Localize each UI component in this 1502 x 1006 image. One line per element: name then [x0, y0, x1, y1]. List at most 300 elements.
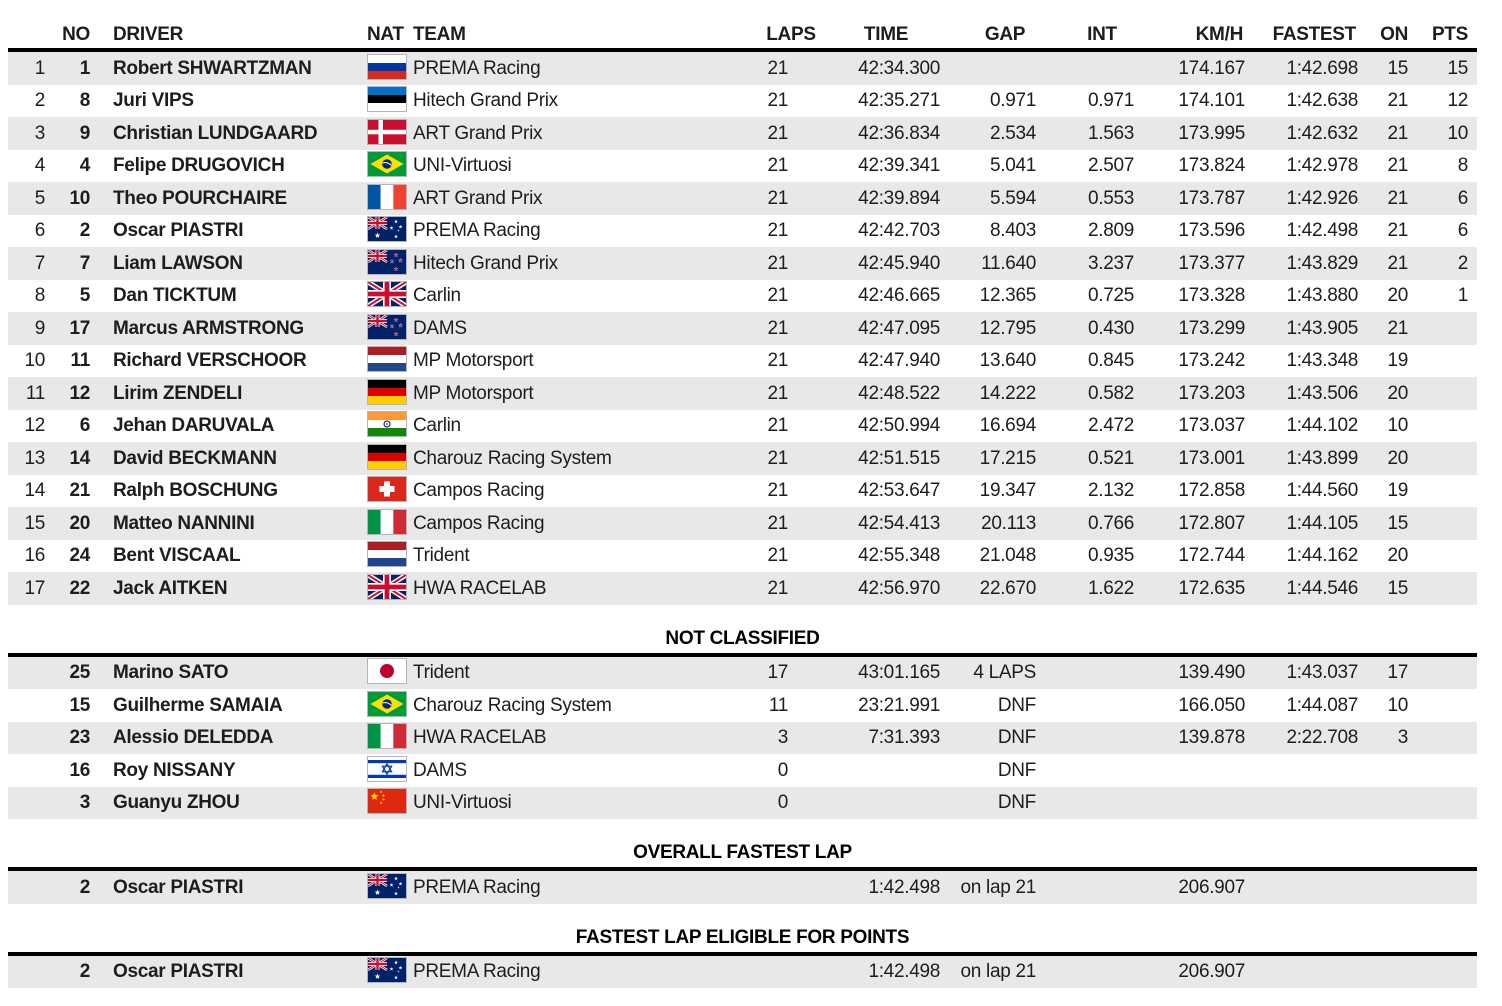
cell-laps: 17 — [767, 662, 788, 684]
cell-laps: 21 — [767, 415, 788, 437]
cell-gap: 5.594 — [989, 187, 1036, 209]
cell-team: DAMS — [413, 318, 467, 338]
cell-kmh: 173.787 — [1178, 187, 1245, 209]
cell-fastest-on-lap: 20 — [1387, 545, 1408, 567]
cell-fastest-lap: 1:42.926 — [1286, 187, 1358, 209]
cell-position: 10 — [24, 350, 45, 372]
cell-team: UNI-Virtuosi — [413, 793, 512, 813]
cell-time: 43:01.165 — [858, 662, 940, 684]
col-header-fastest: FASTEST — [1272, 24, 1356, 45]
cell-kmh: 173.596 — [1178, 220, 1245, 242]
cell-car-number: 2 — [79, 961, 90, 983]
cell-fastest-lap: 1:43.348 — [1286, 350, 1358, 372]
table-header-row — [8, 14, 1477, 48]
result-row — [8, 247, 1477, 280]
cell-team: Carlin — [413, 286, 461, 306]
cell-kmh: 173.001 — [1178, 447, 1245, 469]
cell-laps: 3 — [777, 727, 788, 749]
cell-position: 14 — [24, 480, 45, 502]
col-header-on: ON — [1380, 24, 1408, 45]
cell-gap: 17.215 — [979, 447, 1036, 469]
cell-laps: 21 — [767, 220, 788, 242]
cell-time: 1:42.498 — [868, 876, 940, 898]
flag-new-zealand-icon — [367, 314, 407, 340]
cell-points: 6 — [1457, 187, 1468, 209]
cell-driver-name: Marcus ARMSTRONG — [113, 318, 304, 338]
cell-position: 2 — [34, 90, 45, 112]
flag-china-icon — [367, 788, 407, 814]
cell-car-number: 1 — [79, 57, 90, 79]
section-title-not-classified: NOT CLASSIFIED — [665, 627, 820, 649]
cell-team: MP Motorsport — [413, 351, 534, 371]
cell-time: 42:36.834 — [858, 122, 940, 144]
cell-points: 15 — [1447, 57, 1468, 79]
flag-japan-icon — [367, 658, 407, 684]
cell-time: 42:39.341 — [858, 155, 940, 177]
col-header-time: TIME — [863, 24, 909, 45]
cell-kmh: 173.995 — [1178, 122, 1245, 144]
cell-interval: 3.237 — [1087, 252, 1134, 274]
cell-position: 12 — [24, 415, 45, 437]
cell-car-number: 16 — [69, 759, 90, 781]
cell-laps: 21 — [767, 382, 788, 404]
cell-gap: 12.365 — [979, 285, 1036, 307]
cell-team: Charouz Racing System — [413, 695, 612, 715]
cell-nationality — [365, 694, 410, 717]
cell-laps: 21 — [767, 512, 788, 534]
cell-car-number: 21 — [69, 480, 90, 502]
cell-kmh: 172.858 — [1178, 480, 1245, 502]
cell-gap: on lap 21 — [960, 876, 1036, 898]
cell-position: 13 — [24, 447, 45, 469]
cell-team: UNI-Virtuosi — [413, 156, 512, 176]
cell-points: 8 — [1457, 155, 1468, 177]
cell-car-number: 7 — [79, 252, 90, 274]
cell-laps: 21 — [767, 122, 788, 144]
section-gap — [8, 605, 1477, 627]
overall-fastest-lap-section — [8, 871, 1477, 904]
cell-laps: 21 — [767, 285, 788, 307]
flag-russia-icon — [367, 54, 407, 80]
cell-nationality — [365, 577, 410, 600]
cell-team: PREMA Racing — [413, 58, 541, 78]
cell-fastest-lap: 1:43.880 — [1286, 285, 1358, 307]
cell-car-number: 9 — [79, 122, 90, 144]
cell-car-number: 17 — [69, 317, 90, 339]
cell-team: Trident — [413, 546, 470, 566]
cell-car-number: 24 — [69, 545, 90, 567]
cell-car-number: 10 — [69, 187, 90, 209]
result-row — [8, 722, 1477, 755]
result-row — [8, 117, 1477, 150]
cell-points: 12 — [1447, 90, 1468, 112]
cell-position: 15 — [24, 512, 45, 534]
cell-time: 42:46.665 — [858, 285, 940, 307]
cell-fastest-on-lap: 21 — [1387, 220, 1408, 242]
cell-nationality — [365, 791, 410, 814]
cell-interval: 0.521 — [1087, 447, 1134, 469]
cell-team: Hitech Grand Prix — [413, 253, 558, 273]
cell-nationality — [365, 414, 410, 437]
cell-time: 42:54.413 — [858, 512, 940, 534]
cell-driver-name: Robert SHWARTZMAN — [113, 58, 312, 78]
cell-team: PREMA Racing — [413, 221, 541, 241]
cell-fastest-lap: 1:44.105 — [1286, 512, 1358, 534]
cell-laps: 21 — [767, 317, 788, 339]
cell-fastest-on-lap: 10 — [1387, 415, 1408, 437]
cell-driver-name: Marino SATO — [113, 663, 229, 683]
cell-fastest-lap: 1:44.546 — [1286, 577, 1358, 599]
flag-netherlands-icon — [367, 541, 407, 567]
cell-driver-name: Felipe DRUGOVICH — [113, 156, 285, 176]
cell-kmh: 174.167 — [1178, 57, 1245, 79]
cell-car-number: 20 — [69, 512, 90, 534]
cell-laps: 0 — [777, 759, 788, 781]
cell-nationality — [365, 960, 410, 983]
cell-position: 9 — [34, 317, 45, 339]
not-classified-section — [8, 657, 1477, 820]
result-row — [8, 52, 1477, 85]
cell-fastest-lap: 1:43.037 — [1286, 662, 1358, 684]
cell-car-number: 15 — [69, 694, 90, 716]
flag-australia-icon — [367, 216, 407, 242]
cell-position: 8 — [34, 285, 45, 307]
cell-time: 42:35.271 — [858, 90, 940, 112]
result-row — [8, 377, 1477, 410]
cell-car-number: 14 — [69, 447, 90, 469]
cell-team: Charouz Racing System — [413, 448, 612, 468]
flag-india-icon — [367, 411, 407, 437]
cell-car-number: 5 — [79, 285, 90, 307]
cell-position: 4 — [34, 155, 45, 177]
cell-fastest-on-lap: 21 — [1387, 90, 1408, 112]
cell-fastest-on-lap: 19 — [1387, 480, 1408, 502]
cell-fastest-lap: 1:42.498 — [1286, 220, 1358, 242]
cell-time: 42:53.647 — [858, 480, 940, 502]
cell-driver-name: Lirim ZENDELI — [113, 383, 243, 403]
col-header-int: INT — [1087, 24, 1117, 45]
cell-nationality — [365, 726, 410, 749]
result-row — [8, 442, 1477, 475]
cell-gap: DNF — [997, 792, 1036, 814]
cell-nationality — [365, 759, 410, 782]
cell-time: 23:21.991 — [858, 694, 940, 716]
cell-driver-name: David BECKMANN — [113, 448, 277, 468]
cell-nationality — [365, 349, 410, 372]
cell-laps: 21 — [767, 90, 788, 112]
cell-position: 7 — [34, 252, 45, 274]
cell-kmh: 172.635 — [1178, 577, 1245, 599]
cell-driver-name: Dan TICKTUM — [113, 286, 237, 306]
result-row — [8, 410, 1477, 443]
cell-time: 42:47.095 — [858, 317, 940, 339]
col-header-team: TEAM — [413, 25, 466, 44]
cell-fastest-lap: 2:22.708 — [1286, 727, 1358, 749]
cell-time: 42:45.940 — [858, 252, 940, 274]
cell-time: 42:34.300 — [858, 57, 940, 79]
cell-nationality — [365, 876, 410, 899]
cell-gap: 5.041 — [989, 155, 1036, 177]
cell-laps: 21 — [767, 155, 788, 177]
cell-gap: 22.670 — [979, 577, 1036, 599]
flag-germany-icon — [367, 444, 407, 470]
cell-team: ART Grand Prix — [413, 188, 543, 208]
result-row — [8, 540, 1477, 573]
cell-car-number: 2 — [79, 876, 90, 898]
cell-gap: 21.048 — [979, 545, 1036, 567]
cell-gap: 0.971 — [989, 90, 1036, 112]
cell-driver-name: Jack AITKEN — [113, 578, 228, 598]
cell-fastest-lap: 1:44.102 — [1286, 415, 1358, 437]
cell-points: 6 — [1457, 220, 1468, 242]
cell-laps: 21 — [767, 252, 788, 274]
cell-interval: 0.430 — [1087, 317, 1134, 339]
cell-fastest-on-lap: 21 — [1387, 155, 1408, 177]
cell-team: HWA RACELAB — [413, 728, 547, 748]
cell-kmh: 139.490 — [1178, 662, 1245, 684]
cell-interval: 0.971 — [1087, 90, 1134, 112]
cell-driver-name: Matteo NANNINI — [113, 513, 255, 533]
cell-driver-name: Bent VISCAAL — [113, 546, 241, 566]
cell-driver-name: Ralph BOSCHUNG — [113, 481, 278, 501]
cell-fastest-lap: 1:44.560 — [1286, 480, 1358, 502]
cell-kmh: 173.242 — [1178, 350, 1245, 372]
cell-team: PREMA Racing — [413, 877, 541, 897]
cell-points: 2 — [1457, 252, 1468, 274]
cell-driver-name: Richard VERSCHOOR — [113, 351, 307, 371]
cell-nationality — [365, 447, 410, 470]
cell-car-number: 2 — [79, 220, 90, 242]
result-row — [8, 657, 1477, 690]
flag-france-icon — [367, 184, 407, 210]
cell-kmh: 166.050 — [1178, 694, 1245, 716]
result-row — [8, 689, 1477, 722]
cell-position: 3 — [34, 122, 45, 144]
result-row — [8, 572, 1477, 605]
result-row — [8, 150, 1477, 183]
cell-time: 42:55.348 — [858, 545, 940, 567]
cell-interval: 0.766 — [1087, 512, 1134, 534]
cell-nationality — [365, 252, 410, 275]
cell-gap: 19.347 — [979, 480, 1036, 502]
cell-car-number: 25 — [69, 662, 90, 684]
cell-nationality — [365, 154, 410, 177]
cell-fastest-on-lap: 15 — [1387, 512, 1408, 534]
cell-gap: 14.222 — [979, 382, 1036, 404]
cell-interval: 1.622 — [1087, 577, 1134, 599]
section-title-fastest-lap-eligible: FASTEST LAP ELIGIBLE FOR POINTS — [575, 926, 910, 948]
cell-team: Campos Racing — [413, 513, 545, 533]
result-row — [8, 312, 1477, 345]
cell-gap: 16.694 — [979, 415, 1036, 437]
cell-driver-name: Jehan DARUVALA — [113, 416, 275, 436]
cell-fastest-on-lap: 15 — [1387, 577, 1408, 599]
cell-kmh: 172.807 — [1178, 512, 1245, 534]
cell-time: 42:50.994 — [858, 415, 940, 437]
cell-nationality — [365, 317, 410, 340]
cell-time: 42:48.522 — [858, 382, 940, 404]
cell-kmh: 173.299 — [1178, 317, 1245, 339]
cell-kmh: 139.878 — [1178, 727, 1245, 749]
cell-position: 17 — [24, 577, 45, 599]
cell-laps: 21 — [767, 545, 788, 567]
cell-nationality — [365, 219, 410, 242]
flag-italy-icon — [367, 509, 407, 535]
flag-united-kingdom-icon — [367, 281, 407, 307]
cell-time: 1:42.498 — [868, 961, 940, 983]
cell-team: Carlin — [413, 416, 461, 436]
cell-laps: 21 — [767, 447, 788, 469]
cell-kmh: 173.328 — [1178, 285, 1245, 307]
result-row — [8, 85, 1477, 118]
cell-interval: 0.935 — [1087, 545, 1134, 567]
cell-fastest-on-lap: 21 — [1387, 252, 1408, 274]
col-header-nat: NAT — [367, 24, 404, 45]
cell-nationality — [365, 57, 410, 80]
cell-laps: 21 — [767, 57, 788, 79]
flag-brazil-icon — [367, 151, 407, 177]
result-row — [8, 280, 1477, 313]
section-gap — [8, 904, 1477, 926]
col-header-laps: LAPS — [766, 24, 816, 45]
cell-gap: DNF — [997, 759, 1036, 781]
cell-fastest-on-lap: 21 — [1387, 317, 1408, 339]
cell-time: 42:51.515 — [858, 447, 940, 469]
cell-driver-name: Guanyu ZHOU — [113, 793, 240, 813]
cell-fastest-on-lap: 20 — [1387, 447, 1408, 469]
cell-fastest-lap: 1:42.632 — [1286, 122, 1358, 144]
cell-fastest-on-lap: 21 — [1387, 122, 1408, 144]
result-row — [8, 507, 1477, 540]
cell-laps: 21 — [767, 480, 788, 502]
classified-section — [8, 52, 1477, 605]
cell-fastest-lap: 1:44.087 — [1286, 694, 1358, 716]
cell-nationality — [365, 122, 410, 145]
cell-position: 16 — [24, 545, 45, 567]
flag-israel-icon — [367, 756, 407, 782]
cell-interval: 2.507 — [1087, 155, 1134, 177]
cell-driver-name: Oscar PIASTRI — [113, 962, 244, 982]
cell-nationality — [365, 544, 410, 567]
cell-car-number: 12 — [69, 382, 90, 404]
flag-australia-icon — [367, 873, 407, 899]
cell-driver-name: Theo POURCHAIRE — [113, 188, 287, 208]
cell-car-number: 23 — [69, 727, 90, 749]
cell-nationality — [365, 479, 410, 502]
cell-kmh: 173.377 — [1178, 252, 1245, 274]
result-row — [8, 345, 1477, 378]
cell-kmh: 206.907 — [1178, 961, 1245, 983]
cell-position: 11 — [25, 382, 45, 404]
cell-interval: 2.472 — [1087, 415, 1134, 437]
cell-fastest-on-lap: 10 — [1387, 694, 1408, 716]
flag-estonia-icon — [367, 86, 407, 112]
result-row — [8, 182, 1477, 215]
col-header-gap: GAP — [984, 24, 1026, 45]
cell-nationality — [365, 382, 410, 405]
cell-fastest-on-lap: 15 — [1387, 57, 1408, 79]
cell-car-number: 3 — [79, 792, 90, 814]
col-header-pts: PTS — [1431, 24, 1468, 45]
cell-gap: 20.113 — [981, 512, 1036, 534]
cell-kmh: 206.907 — [1178, 876, 1245, 898]
flag-united-kingdom-icon — [367, 574, 407, 600]
race-classification-sheet — [8, 14, 1477, 988]
cell-gap: 13.640 — [979, 350, 1036, 372]
result-row — [8, 475, 1477, 508]
cell-nationality — [365, 661, 410, 684]
flag-denmark-icon — [367, 119, 407, 145]
cell-interval: 1.563 — [1087, 122, 1134, 144]
cell-fastest-lap: 1:43.905 — [1286, 317, 1358, 339]
cell-nationality — [365, 187, 410, 210]
cell-position: 5 — [34, 187, 45, 209]
result-row — [8, 956, 1477, 989]
cell-points: 1 — [1457, 285, 1468, 307]
cell-time: 7:31.393 — [868, 727, 940, 749]
cell-fastest-lap: 1:43.829 — [1286, 252, 1358, 274]
cell-time: 42:39.894 — [858, 187, 940, 209]
cell-position: 1 — [34, 57, 45, 79]
cell-car-number: 22 — [69, 577, 90, 599]
flag-brazil-icon — [367, 691, 407, 717]
cell-laps: 21 — [767, 187, 788, 209]
cell-gap: 11.640 — [981, 252, 1036, 274]
cell-kmh: 172.744 — [1178, 545, 1245, 567]
cell-time: 42:56.970 — [858, 577, 940, 599]
cell-driver-name: Guilherme SAMAIA — [113, 695, 283, 715]
result-row — [8, 754, 1477, 787]
cell-driver-name: Christian LUNDGAARD — [113, 123, 318, 143]
cell-team: MP Motorsport — [413, 383, 534, 403]
cell-driver-name: Roy NISSANY — [113, 760, 236, 780]
cell-kmh: 173.203 — [1178, 382, 1245, 404]
cell-driver-name: Liam LAWSON — [113, 253, 243, 273]
cell-fastest-lap: 1:42.638 — [1286, 90, 1358, 112]
cell-fastest-on-lap: 20 — [1387, 382, 1408, 404]
cell-interval: 0.845 — [1087, 350, 1134, 372]
cell-gap: DNF — [997, 727, 1036, 749]
cell-fastest-lap: 1:44.162 — [1286, 545, 1358, 567]
cell-interval: 2.132 — [1087, 480, 1134, 502]
cell-interval: 0.582 — [1087, 382, 1134, 404]
cell-points: 10 — [1447, 122, 1468, 144]
cell-laps: 0 — [777, 792, 788, 814]
cell-fastest-on-lap: 3 — [1397, 727, 1408, 749]
flag-netherlands-icon — [367, 346, 407, 372]
cell-nationality — [365, 512, 410, 535]
cell-team: ART Grand Prix — [413, 123, 543, 143]
cell-car-number: 8 — [79, 90, 90, 112]
cell-time: 42:47.940 — [858, 350, 940, 372]
cell-gap: DNF — [997, 694, 1036, 716]
flag-switzerland-icon — [367, 476, 407, 502]
section-gap — [8, 819, 1477, 841]
cell-fastest-on-lap: 20 — [1387, 285, 1408, 307]
cell-team: HWA RACELAB — [413, 578, 547, 598]
cell-interval: 2.809 — [1087, 220, 1134, 242]
cell-gap: 2.534 — [989, 122, 1036, 144]
cell-driver-name: Juri VIPS — [113, 91, 194, 111]
col-header-driver: DRIVER — [113, 25, 183, 44]
cell-team: Campos Racing — [413, 481, 545, 501]
cell-gap: 4 LAPS — [973, 662, 1036, 684]
cell-car-number: 11 — [70, 350, 90, 372]
cell-fastest-lap: 1:43.899 — [1286, 447, 1358, 469]
cell-driver-name: Oscar PIASTRI — [113, 221, 244, 241]
cell-fastest-on-lap: 17 — [1387, 662, 1408, 684]
cell-gap: 8.403 — [989, 220, 1036, 242]
